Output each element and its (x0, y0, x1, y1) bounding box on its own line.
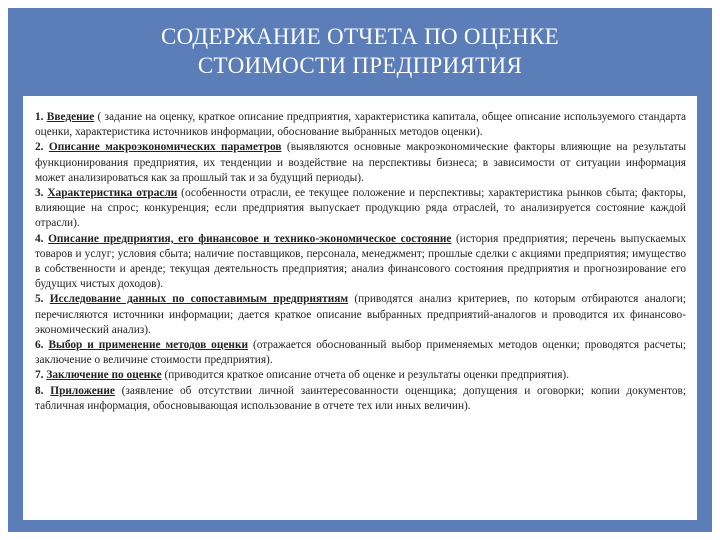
item-text: ( задание на оценку, краткое описание предприятия, характеристика капитала, общее описание используемого стандарта оценки, характеристика источников информации, обоснование выбранных методов оценки). (35, 111, 687, 139)
item-text: (заявление об отсутствии личной заинтересованности оценщика; допущения и оговорки; копии документов; табличная информация, обосновывающая использование в отчете тех или иных величин). (35, 384, 687, 412)
item-text: (приводится краткое описание отчета об оценке и результаты оценки предприятия). (161, 369, 570, 382)
list-item (35, 140, 686, 186)
item-text: (особенности отрасли, ее текущее положение и перспективы; характеристика рынков сбыта; факторы, влияющие на спрос; конкуренция; если предприятия выпускает продукцию ряда отраслей, то анализируется состояние каждой отрасли). (35, 187, 686, 230)
list-item (35, 384, 686, 414)
item-text: (выявляются основные макроэкономические факторы влияющие на результаты функционирования предприятия, их тенденции и воздействие на перспективы бизнеса; в зависимости от ситуации информация может анализироваться как за прошлый так и за будущий периоды). (35, 141, 686, 184)
content-box (23, 96, 697, 520)
item-heading: Заключение по оценке (46, 369, 162, 382)
item-heading: Описание макроэкономических параметров (48, 141, 282, 154)
item-text: (история предприятия; перечень выпускаемых товаров и услуг; условия сбыта; наличие поставщиков, персонала, менеджмент; прошлые сделки с акциями предприятия; имущество в собственности и аренде; текущая деятельность предприятия; анализ финансового состояния предприятия и прогнозирование его будущих чистых доходов). (35, 232, 686, 291)
slide-title (8, 22, 712, 80)
item-heading: Описание предприятия, его финансовое и технико-экономическое состояние (48, 232, 452, 245)
item-heading: Выбор и применение методов оценки (48, 339, 249, 352)
item-number: 1. (35, 111, 47, 123)
item-number: 5. (35, 293, 50, 306)
item-number: 6. (35, 339, 49, 352)
list-item (35, 292, 686, 338)
title-line-2: СТОИМОСТИ ПРЕДПРИЯТИЯ (197, 53, 523, 78)
item-heading: Введение (46, 111, 95, 123)
slide (8, 8, 712, 532)
item-number: 7. (35, 369, 47, 382)
list-item (35, 110, 686, 140)
item-number: 3. (35, 187, 48, 200)
list-item (35, 338, 686, 368)
item-text: (приводятся анализ критериев, по которым отбираются аналоги; перечисляются источники информации; дается краткое описание выбранных предприятий-аналогов и проводится их финансово- экономический анализ). (35, 293, 687, 336)
title-line-1: СОДЕРЖАНИЕ ОТЧЕТА ПО ОЦЕНКЕ (160, 24, 560, 49)
list-item (35, 232, 686, 293)
item-heading: Характеристика отрасли (47, 187, 178, 200)
item-heading: Исследование данных по сопоставимым предприятиям (49, 293, 349, 306)
list-item (35, 368, 686, 383)
item-number: 8. (35, 384, 51, 397)
item-heading: Приложение (50, 384, 115, 397)
list-item (35, 186, 686, 232)
item-text: (отражается обоснованный выбор применяемых методов оценки; проводятся расчеты; заключение о величине стоимости предприятия). (35, 339, 687, 367)
item-number: 4. (35, 232, 49, 245)
item-number: 2. (35, 141, 49, 154)
